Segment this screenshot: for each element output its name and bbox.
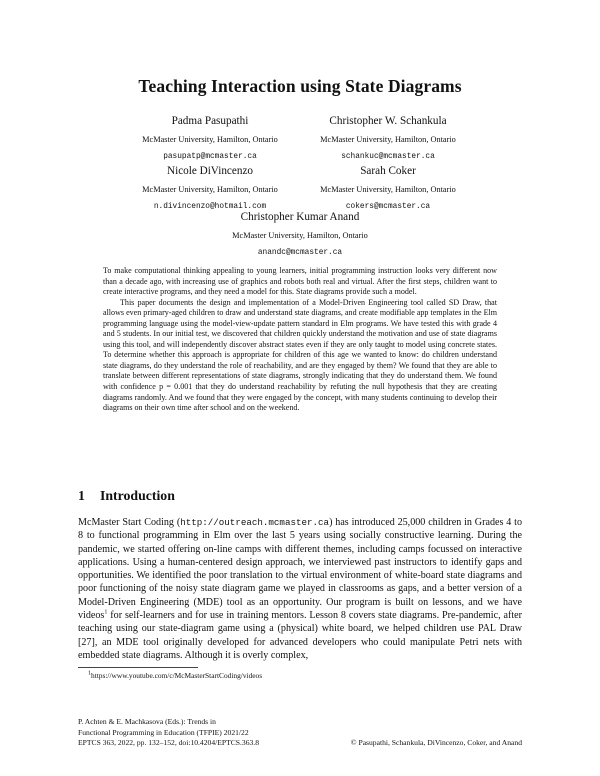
author-name: Nicole DiVincenzo (167, 165, 253, 177)
author-affiliation: McMaster University, Hamilton, Ontario (320, 135, 456, 144)
paper-title: Teaching Interaction using State Diagrams (138, 76, 462, 96)
author-block (120, 115, 300, 162)
author-email[interactable]: anandc@mcmaster.ca (257, 249, 343, 257)
author-block (298, 165, 478, 212)
author-affiliation: McMaster University, Hamilton, Ontario (142, 135, 278, 144)
section-title: Introduction (100, 488, 175, 503)
footnote (88, 671, 262, 680)
footnote-mark: 1 (88, 670, 91, 677)
author-block (298, 115, 478, 162)
publication-line: P. Achten & E. Machkasova (Eds.): Trends in (78, 717, 216, 726)
abstract-paragraph: To make computational thinking appealing to young learners, initial programming instruction looks very different now than a decade ago, with increasing use of graphics and robots both real and virtual. After the first steps, children want to create interactive programs, and they need a model for this. State diagrams provide such a model. (103, 266, 497, 297)
author-affiliation: McMaster University, Hamilton, Ontario (232, 231, 368, 240)
footnote-link[interactable]: https://www.youtube.com/c/McMasterStartCoding/videos (91, 671, 263, 680)
introduction-body (78, 516, 522, 662)
intro-text: McMaster Start Coding ( (78, 517, 181, 528)
author-name: Christopher W. Schankula (329, 115, 447, 127)
author-email[interactable]: cokers@mcmaster.ca (345, 203, 431, 211)
intro-text: ) has introduced 25,000 children in Grades 4 to 8 to functional programming in Elm over the last 5 years using socially constructive learning. During the pandemic, we started offering on-line camps with different themes, including camps focussed on interactive applications. Using a human-centered design approach, we interviewed past instructors to identify gaps and opportunities. We identified the poor translation to the virtual environment of white-board state diagrams and poor functioning of the noisy state diagram game we played in classrooms as gaps, and a better version of a Model-Driven Engineering (MDE) tool as an opportunity. Our program is built on lessons, and we have videos (78, 517, 522, 622)
author-email[interactable]: n.divincenzo@hotmail.com (153, 203, 267, 211)
abstract (103, 266, 497, 414)
author-name: Padma Pasupathi (171, 115, 249, 127)
publication-info (78, 717, 259, 749)
footnote-marker[interactable]: 1 (104, 609, 108, 616)
footnote-rule (78, 667, 198, 668)
section-heading (78, 488, 175, 504)
author-name: Sarah Coker (360, 165, 416, 177)
publication-line: EPTCS 363, 2022, pp. 132–152, doi:10.4204/EPTCS.363.8 (78, 738, 260, 748)
abstract-paragraph: This paper documents the design and implementation of a Model-Driven Engineering tool called SD Draw, that allows even primary-aged children to draw and understand state diagrams, and create modifiable app templates in the Elm programming language using the model-view-update pattern standard in Elm programs. We have tested this with grade 4 and 5 students. In our initial test, we discovered that children quickly understand the motivation and use of state diagrams using this tool, and will independently discover abstract states even if they are only taught to model using concrete states. To determine whether this approach is appropriate for children of this age we wanted to know: do children understand state diagrams, do they understand the role of reachability, and are they engaged by them? We found that they are able to translate between different representations of state diagrams, strongly indicating that they do understand them. We found with confidence p = 0.001 that they do understand reachability by refuting the null hypothesis that they are creating diagrams randomly. And we found that they were engaged by the concept, with many students continuing to develop their diagrams on their own time after school and on the weekend. (103, 297, 497, 413)
author-block (120, 165, 300, 212)
author-email[interactable]: pasupatp@mcmaster.ca (163, 153, 257, 161)
outreach-link[interactable]: http://outreach.mcmaster.ca (180, 517, 330, 528)
publication-line: Functional Programming in Education (TFPIE) 2021/22 (78, 727, 249, 737)
intro-paragraph (78, 516, 522, 662)
author-block (180, 211, 420, 258)
intro-text: for self-learners and for use in training mentors. Lesson 8 covers state diagrams. Pre-pandemic, after teaching using our state-diagram game using a (physical) white board, we helped children use PAL Draw [27], an MDE tool originally developed for advanced developers who could manipulate Petri nets with embedded state diagrams. Although it is overly complex, (78, 610, 522, 661)
section-number: 1 (78, 488, 85, 503)
copyright-notice: © Pasupathi, Schankula, DiVincenzo, Coker, and Anand (350, 738, 522, 747)
author-email[interactable]: schankuc@mcmaster.ca (341, 153, 435, 161)
author-affiliation: McMaster University, Hamilton, Ontario (142, 185, 278, 194)
author-affiliation: McMaster University, Hamilton, Ontario (320, 185, 456, 194)
author-name: Christopher Kumar Anand (240, 211, 360, 223)
